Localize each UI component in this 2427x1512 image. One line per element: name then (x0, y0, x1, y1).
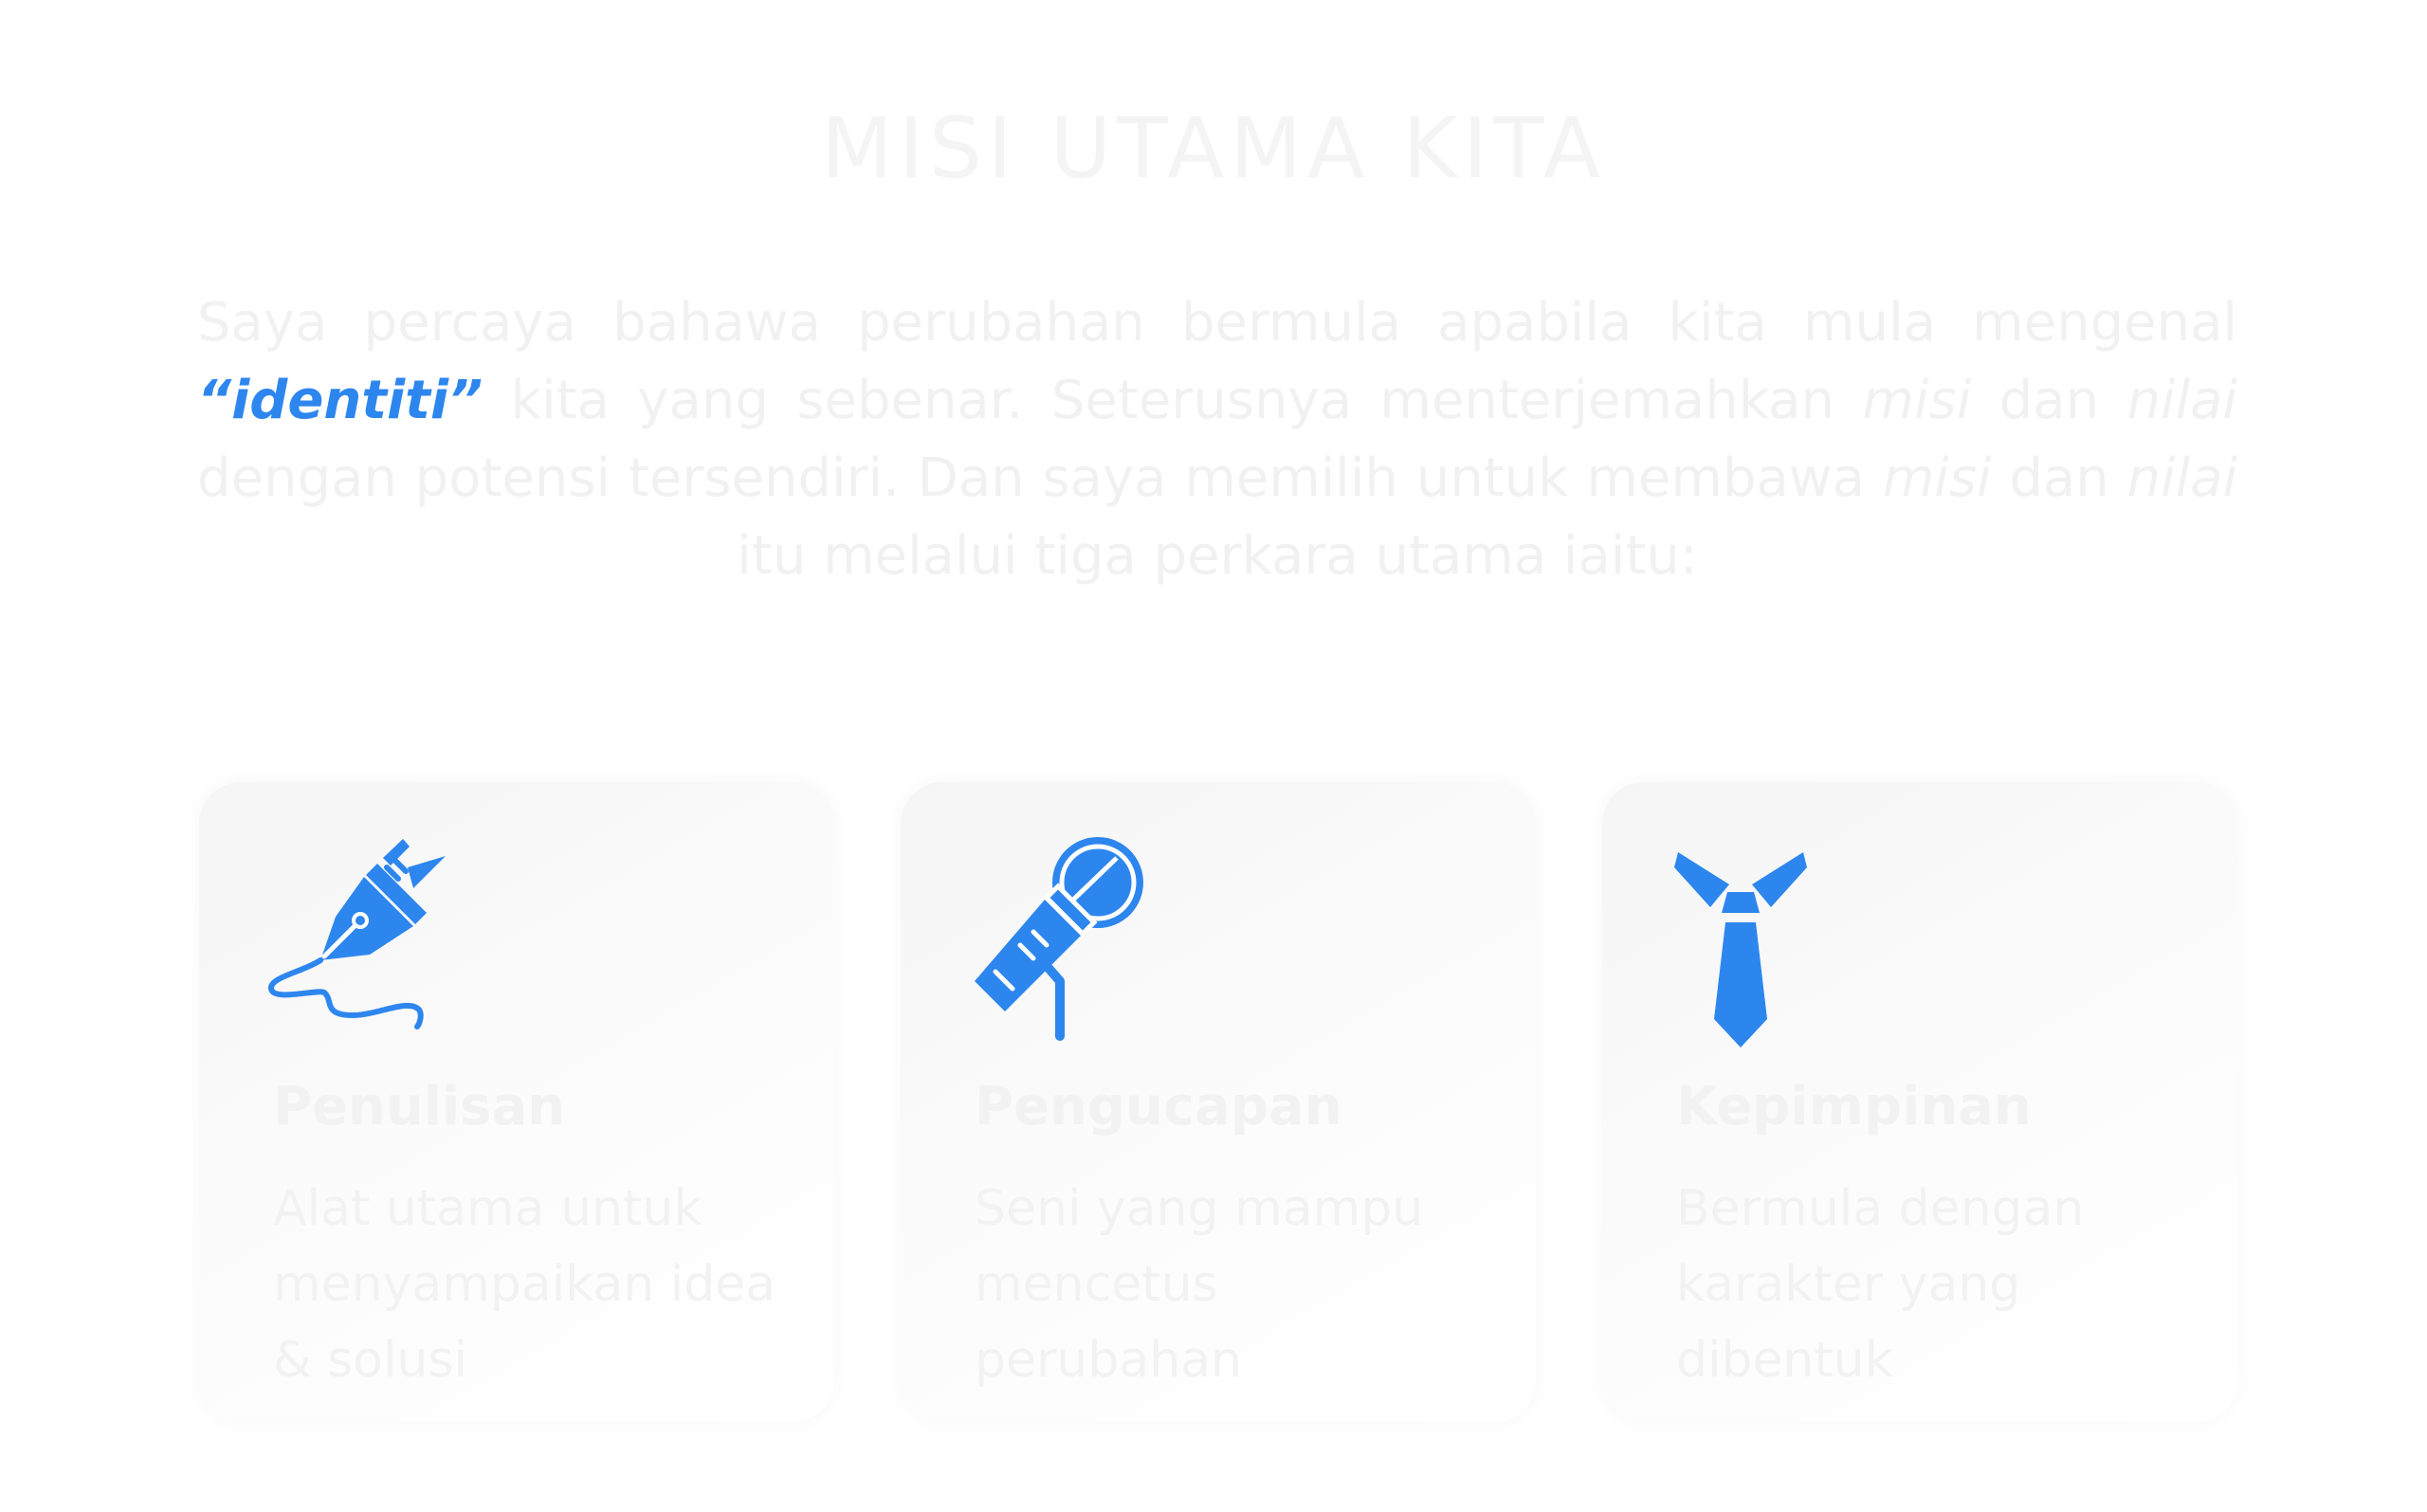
microphone-icon (967, 829, 1157, 1047)
card-penulisan (199, 782, 834, 1422)
card-description: Bermula dengan karakter yang dibentuk (1676, 1180, 2085, 1389)
intro-text: Saya percaya bahawa perubahan bermula apabila kita mula mengenal (197, 292, 2237, 354)
intro-text: itu melalui tiga perkara utama iaitu: (737, 525, 1698, 587)
card-kepimpinan (1602, 782, 2237, 1422)
misi-emphasis: misi (1882, 447, 1992, 509)
intro-paragraph (197, 284, 2237, 595)
necktie-icon (1669, 829, 1858, 1047)
card-title: Penulisan (273, 1076, 566, 1138)
nilai-emphasis: nilai (2126, 370, 2237, 431)
intro-text: dan (1971, 370, 2127, 431)
pillars-cards (199, 782, 2228, 1422)
intro-text: dan (1991, 447, 2127, 509)
card-description: Alat utama untuk menyampaikan idea & solusi (273, 1180, 776, 1389)
section-title: MISI UTAMA KITA (820, 100, 1607, 197)
intro-text: dengan potensi tersendiri. Dan saya memilih untuk membawa (197, 447, 1883, 509)
card-title: Pengucapan (975, 1076, 1342, 1138)
fountain-pen-icon (265, 829, 455, 1047)
card-pengucapan (901, 782, 1536, 1422)
card-title: Kepimpinan (1676, 1076, 2032, 1138)
identiti-highlight: “identiti” (197, 370, 484, 431)
nilai-emphasis: nilai (2126, 447, 2237, 509)
intro-text: kita yang sebenar. Seterusnya menterjemahkan (483, 370, 1863, 431)
card-description: Seni yang mampu mencetus perubahan (975, 1180, 1424, 1389)
misi-emphasis: misi (1862, 370, 1972, 431)
